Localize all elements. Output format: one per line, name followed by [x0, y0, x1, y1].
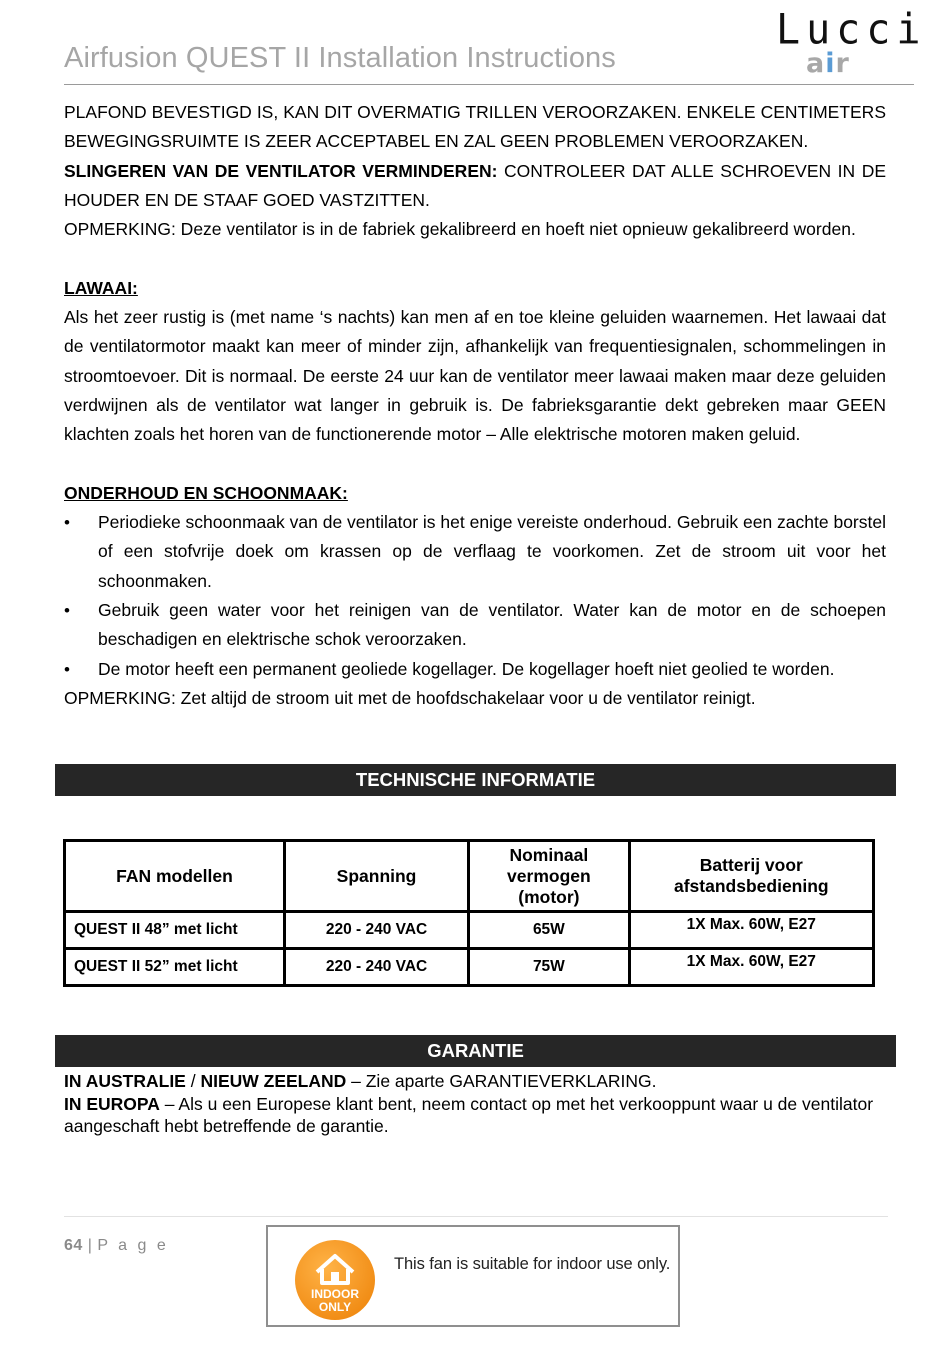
wobble-text: CONTROLEER DAT ALLE SCHROEVEN IN DE HOUDER EN DE STAAF GOED VASTZITTEN.: [64, 160, 887, 210]
main-content: [64, 98, 886, 713]
section-bar-technical: TECHNISCHE INFORMATIE: [55, 764, 896, 796]
table-cell-model: QUEST II 52” met licht: [65, 949, 285, 986]
indoor-only-icon: [294, 1239, 376, 1321]
logo-air-text: air: [806, 48, 850, 79]
document-title: Airfusion QUEST II Installation Instructions: [64, 42, 616, 74]
table-header-row: [65, 841, 874, 912]
paragraph-noise: Als het zeer rustig is (met name ‘s nachts) kan men af en toe kleine geluiden waarnemen. Het lawaai dat de ventilatormotor maakt kan meer of minder zijn, afhankelijk van frequentiesignalen, schommelingen in stroomtoevoer. Dit is normaal. De eerste 24 uur kan de ventilator meer lawaai maken maar deze geluiden verdwijnen als de ventilator wat langer in gebruik is. De fabrieksgarantie dekt gebreken maar GEEN klachten zoals het horen van de functionerende motor – Alle elektrische motoren maken geluid.: [64, 307, 886, 445]
table-cell-power: 65W: [469, 912, 629, 949]
header-divider: [64, 84, 914, 85]
indoor-badge-line1: INDOOR: [311, 1287, 359, 1301]
warranty-line-australia: IN AUSTRALIE / NIEUW ZEELAND – Zie aparte GARANTIEVERKLARING.: [64, 1071, 657, 1091]
note-power-off: OPMERKING: Zet altijd de stroom uit met de hoofdschakelaar voor u de ventilator reinigt.: [64, 687, 756, 708]
paragraph-vibration: PLAFOND BEVESTIGD IS, KAN DIT OVERMATIG TRILLEN VEROORZAKEN. ENKELE CENTIMETERS BEWEGINGSRUIMTE IS ZEER ACCEPTABEL EN ZAL GEEN PROBLEMEN VEROORZAKEN.: [64, 102, 886, 152]
warranty-line-europe: IN EUROPA – Als u een Europese klant bent, neem contact op met het verkooppunt waar u de ventilator aangeschaft hebt betreffende de garantie.: [64, 1093, 874, 1137]
table-row: [65, 912, 874, 949]
list-item: • De motor heeft een permanent geoliede kogellager. De kogellager hoeft niet geolied te worden.: [64, 655, 886, 684]
indoor-use-notice: [266, 1225, 680, 1327]
note-calibration: OPMERKING: Deze ventilator is in de fabriek gekalibreerd en hoeft niet opnieuw gekalibreerd worden.: [64, 219, 856, 240]
indoor-badge-line2: ONLY: [318, 1300, 352, 1314]
footer-divider: [64, 1216, 888, 1217]
logo-wordmark: Lucci: [776, 5, 927, 55]
column-header: Batterij voor afstandsbediening: [629, 841, 873, 912]
list-item: • Periodieke schoonmaak van de ventilator is het enige vereiste onderhoud. Gebruik een zachte borstel of een stofvrije doek om krassen op de verflaag te voorkomen. Zet de stroom uit voor het schoonmaken.: [64, 508, 886, 596]
table-cell-voltage: 220 - 240 VAC: [284, 949, 468, 986]
wobble-heading: SLINGEREN VAN DE VENTILATOR VERMINDEREN:: [64, 160, 498, 181]
table-cell-battery: 1X Max. 60W, E27: [629, 912, 873, 949]
warranty-text: [64, 1070, 886, 1138]
section-heading-maintenance: ONDERHOUD EN SCHOONMAAK:: [64, 482, 348, 503]
indoor-notice-text: This fan is suitable for indoor use only.: [394, 1255, 671, 1273]
lucci-air-logo: [776, 5, 927, 80]
paragraph-wobble: [64, 157, 886, 216]
table-cell-battery: 1X Max. 60W, E27: [629, 949, 873, 986]
column-header: Nominaal vermogen (motor): [469, 841, 629, 912]
column-header: Spanning: [284, 841, 468, 912]
section-bar-warranty: GARANTIE: [55, 1035, 896, 1067]
table-row: [65, 949, 874, 986]
column-header: FAN modellen: [65, 841, 285, 912]
table-cell-voltage: 220 - 240 VAC: [284, 912, 468, 949]
section-heading-noise: LAWAAI:: [64, 277, 138, 298]
list-item: • Gebruik geen water voor het reinigen van de ventilator. Water kan de motor en de schoepen beschadigen en elektrische schok veroorzaken.: [64, 596, 886, 655]
table-cell-model: QUEST II 48” met licht: [65, 912, 285, 949]
table-cell-power: 75W: [469, 949, 629, 986]
technical-table: [63, 839, 875, 987]
page-number: 64 | P a g e: [64, 1237, 169, 1254]
maintenance-list: [64, 508, 886, 684]
